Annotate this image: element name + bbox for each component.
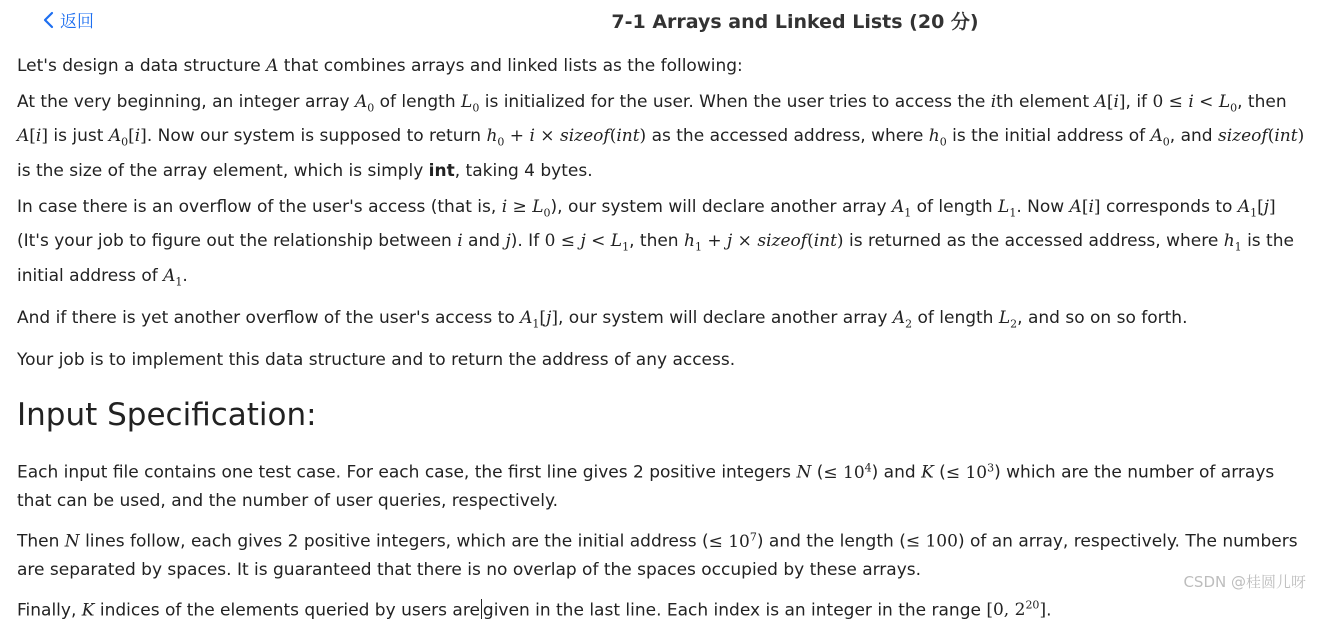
back-label: 返回 [60,7,94,32]
problem-paragraph-1: Let's design a data structure A that combines arrays and linked lists as the following: [17,52,1307,80]
problem-content [17,52,1307,632]
input-spec-heading: Input Specification: [17,396,1307,434]
problem-paragraph-4: And if there is yet another overflow of the user's access to $A_1[j]$, our system will declare another array $A_2$ of length $L_2$, and so on so forth. [17,304,1307,338]
input-spec-paragraph-1: Each input file contains one test case. For each case, the first line gives 2 positive integers N (≤ $10^4$) and K (≤ $10^3$) which are the number of arrays that can be used, and the number of user queries, respectively. [17,454,1307,515]
input-spec-paragraph-2: Then N lines follow, each gives 2 positive integers, which are the initial address (≤ $10^7$) and the length (≤ 100) of an array, respectively. The numbers are separated by spaces. It is guaranteed that there is no overlap of the spaces occupied by these arrays. [17,523,1307,584]
watermark: CSDN @桂圆儿呀 [1183,571,1306,592]
page-title: 7-1 Arrays and Linked Lists (20 分) [0,7,1320,34]
text-cursor [481,599,482,619]
problem-paragraph-2: At the very beginning, an integer array $A_0$ of length $L_0$ is initialized for the user. When the user tries to access the ith element A[i], if $0 \le i < L_0$, then A[i] is just $A_0[i]$. Now our system is supposed to return $h_0 + i$ × sizeof(int) as the accessed address, where $h_0$ is the initial address of $A_0$, and sizeof(int) is the size of the array element, which is simply int, taking 4 bytes. [17,88,1307,185]
input-spec-paragraph-3: Finally, K indices of the elements queried by users are given in the last line. Each index is an integer in the range [0, $2^{20}$]. [17,592,1307,625]
problem-paragraph-5: Your job is to implement this data structure and to return the address of any access. [17,346,1307,374]
top-bar [0,0,1320,40]
problem-paragraph-3: In case there is an overflow of the user's access (that is, $i \ge L_0$), our system will declare another array $A_1$ of length $L_1$. Now A[i] corresponds to $A_1[j]$ (It's your job to figure out the relationship between i and j). If $0 \le j < L_1$, then $h_1 + j$ × sizeof(int) is returned as the accessed address, where $h_1$ is the initial address of $A_1$. [17,193,1307,296]
